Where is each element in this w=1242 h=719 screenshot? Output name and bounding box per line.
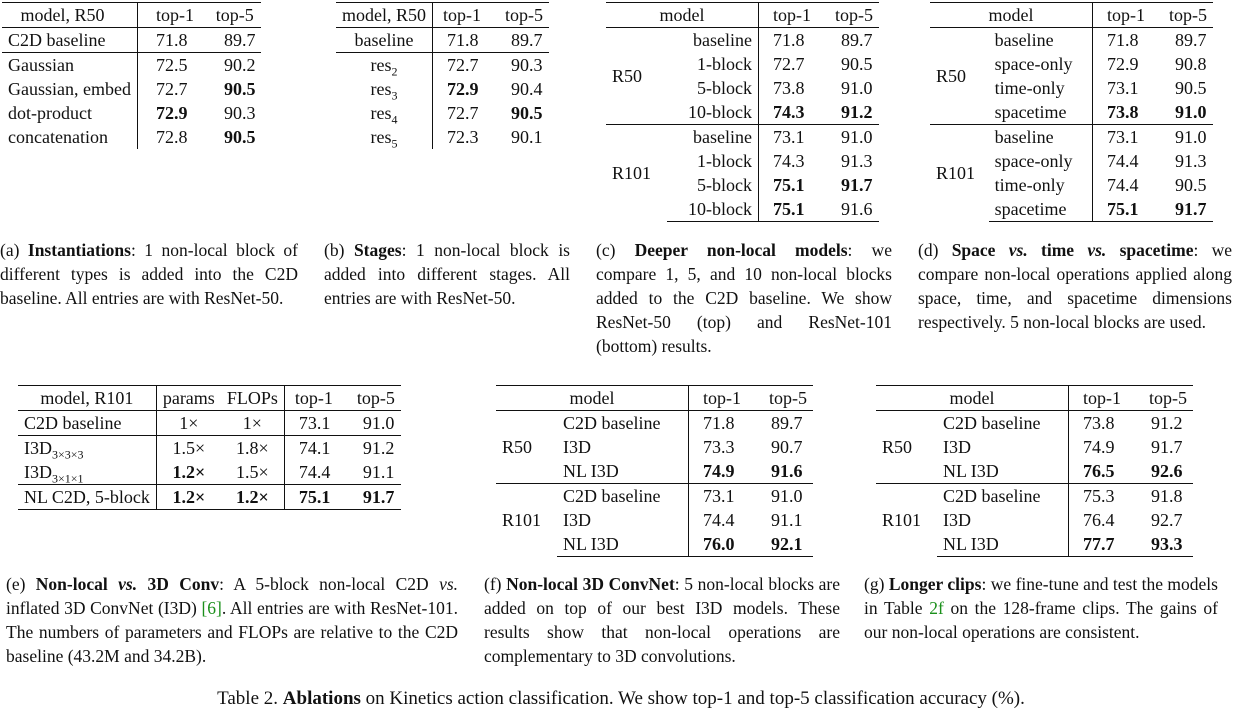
- cell: 91.2: [362, 438, 395, 458]
- cell: 1.2×: [156, 485, 220, 510]
- cell: 71.8: [1093, 28, 1152, 53]
- cell: 89.7: [841, 30, 873, 50]
- table-row: [336, 77, 549, 101]
- col-header: FLOPs: [221, 386, 285, 411]
- table-row: [336, 53, 549, 78]
- cell: 75.1: [1093, 197, 1152, 222]
- cell: 91.2: [1151, 413, 1183, 433]
- cell: C2D baseline: [557, 484, 689, 509]
- cell: 91.3: [841, 151, 873, 171]
- cell: C2D baseline: [937, 484, 1069, 509]
- cell: 93.3: [1127, 532, 1193, 557]
- cell: C2D baseline: [18, 411, 156, 436]
- cell: spacetime: [994, 102, 1067, 122]
- cell: 90.7: [771, 437, 803, 457]
- col-header: model: [606, 3, 759, 28]
- cell: I3D: [942, 510, 971, 530]
- cell: baseline: [336, 28, 433, 53]
- cell: 90.3: [511, 55, 543, 75]
- cell: 1.2×: [156, 460, 220, 485]
- table-row: [18, 411, 401, 436]
- cell: 91.7: [1151, 197, 1213, 222]
- cell: I3D: [562, 510, 591, 530]
- cell: $I3D_{3\times 3\times 3}$: [24, 438, 84, 462]
- cell: spacetime: [989, 197, 1093, 222]
- cell: 91.0: [747, 484, 813, 509]
- cell: 72.9: [137, 101, 200, 125]
- cell: 91.8: [1127, 484, 1193, 509]
- cell: 91.0: [1151, 125, 1213, 150]
- cell: 90.5: [511, 103, 543, 123]
- cell: 73.1: [1093, 125, 1152, 150]
- table-g: [876, 385, 1193, 557]
- cell: 89.7: [487, 28, 549, 53]
- cell: 73.8: [759, 76, 818, 100]
- cell: 74.3: [759, 100, 818, 125]
- col-header: top-5: [1151, 3, 1213, 28]
- table-row: [876, 484, 1193, 509]
- cell: 89.7: [1175, 30, 1207, 50]
- cell: 5-block: [697, 78, 752, 98]
- table-row: [336, 125, 549, 149]
- cell: 72.7: [433, 101, 488, 125]
- col-header: model, R101: [18, 386, 156, 411]
- cell: C2D baseline: [2, 28, 137, 53]
- table-b: [336, 2, 549, 149]
- cell: 74.4: [1093, 173, 1152, 197]
- table-row: [18, 485, 401, 510]
- cell: 1.5×: [156, 436, 220, 461]
- cell: $I3D_{3\times 1\times 1}$: [18, 460, 156, 485]
- cell: NL I3D: [557, 532, 689, 557]
- cell: 10-block: [667, 197, 758, 222]
- cell: 90.5: [841, 54, 873, 74]
- cell: 1.8×: [236, 438, 269, 458]
- group-label: R101: [606, 125, 667, 222]
- table-row: [496, 411, 813, 436]
- table-d: [930, 2, 1213, 222]
- table-row: [2, 125, 261, 149]
- cell: 5-block: [697, 175, 752, 195]
- cell: res$_5$: [370, 127, 398, 151]
- col-header: top-5: [817, 3, 879, 28]
- cell: 73.3: [689, 435, 748, 459]
- cell: NL I3D: [562, 461, 619, 481]
- cell: 90.5: [223, 79, 256, 99]
- table-row: [930, 125, 1213, 150]
- table-row: [2, 53, 261, 78]
- table-row: [18, 460, 401, 485]
- cell: time-only: [994, 175, 1065, 195]
- group-label: R50: [882, 437, 913, 457]
- cell: 90.5: [1175, 78, 1207, 98]
- caption-a: (a) Instantiations: 1 non-local block of different types is added into the C2D baseline. All entries are with ResNet-50.: [0, 240, 298, 308]
- caption-d: (d) Space vs. time vs. spacetime: we compare non-local operations applied along space, time, and spacetime dimensions respectively. 5 non-local blocks are used.: [918, 240, 1233, 332]
- group-label: R50: [502, 437, 533, 457]
- table-a: [2, 2, 261, 149]
- cell: 76.5: [1069, 459, 1128, 484]
- table-row: [2, 77, 261, 101]
- cell: C2D baseline: [562, 413, 661, 433]
- cell: 91.1: [771, 510, 803, 530]
- cell: 1-block: [697, 54, 752, 74]
- cell: 90.5: [223, 127, 256, 147]
- cell: 1-block: [697, 151, 752, 171]
- cell: 91.0: [1175, 102, 1207, 122]
- col-header: top-5: [487, 3, 549, 28]
- cell: 75.3: [1069, 484, 1128, 509]
- cell: 72.9: [1093, 52, 1152, 76]
- cell: 74.1: [284, 436, 339, 461]
- col-header: top-1: [137, 3, 200, 28]
- cell: 91.0: [339, 411, 401, 436]
- cell: I3D: [942, 437, 971, 457]
- cell: 72.7: [759, 52, 818, 76]
- col-header: top-1: [1069, 386, 1128, 411]
- main-caption: Table 2. Ablations on Kinetics action classification. We show top-1 and top-5 classification accuracy (%).: [217, 688, 1025, 709]
- cell: 76.4: [1069, 508, 1128, 532]
- cell: 91.7: [1151, 437, 1183, 457]
- cell: 90.1: [511, 127, 543, 147]
- caption-c: (c) Deeper non-local models: we compare 1, 5, and 10 non-local blocks added to the C2D baseline. We show ResNet-50 (top) and ResNet-101 (bottom) results.: [596, 240, 892, 356]
- cell: 74.9: [1069, 435, 1128, 459]
- cell: 75.1: [284, 485, 339, 510]
- table-row: [18, 436, 401, 461]
- cell: 10-block: [688, 102, 752, 122]
- table-row: [876, 411, 1193, 436]
- col-header: top-1: [284, 386, 339, 411]
- cell: 72.5: [137, 53, 200, 78]
- cell: 72.7: [433, 53, 488, 78]
- col-header: top-5: [1127, 386, 1193, 411]
- cell: res$_3$: [370, 79, 398, 103]
- cell: 91.6: [771, 461, 803, 481]
- caption-f: (f) Non-local 3D ConvNet: 5 non-local blocks are added on top of our best I3D models. These results show that non-local operations are complementary to 3D convolutions.: [484, 574, 840, 666]
- cell: baseline: [667, 125, 758, 150]
- col-header: top-5: [200, 3, 262, 28]
- table-row: [496, 484, 813, 509]
- cell: 76.0: [689, 532, 748, 557]
- cell: NL I3D: [942, 461, 999, 481]
- cell: baseline: [994, 30, 1054, 50]
- caption-b: (b) Stages: 1 non-local block is added into different stages. All entries are with ResNet-50.: [324, 240, 570, 308]
- table-row: [2, 101, 261, 125]
- cell: 71.8: [759, 28, 818, 53]
- cell: 89.7: [771, 413, 803, 433]
- cell: 91.7: [339, 485, 401, 510]
- col-header: model: [496, 386, 689, 411]
- cell: space-only: [994, 54, 1073, 74]
- cell: 91.7: [841, 175, 873, 195]
- cell: 91.0: [841, 78, 873, 98]
- cell: 71.8: [689, 411, 748, 436]
- table-f: [496, 385, 813, 557]
- cell: 73.1: [759, 125, 818, 150]
- cell: C2D baseline: [942, 413, 1041, 433]
- col-header: model, R50: [2, 3, 137, 28]
- cell: 71.8: [433, 28, 488, 53]
- cell: 77.7: [1069, 532, 1128, 557]
- group-label: R101: [496, 484, 557, 557]
- col-header: model, R50: [336, 3, 433, 28]
- cell: 72.7: [137, 77, 200, 101]
- col-header: top-5: [339, 386, 401, 411]
- cell: 1.5×: [221, 460, 285, 485]
- caption-e: (e) Non-local vs. 3D Conv: A 5-block non-local C2D vs. inflated 3D ConvNet (I3D) [6]. All entries are with ResNet-101. The numbers of parameters and FLOPs are relative to the C2D baseline (43.2M and 34.2B).: [6, 574, 459, 666]
- cell: 74.9: [689, 459, 748, 484]
- cell: 73.1: [689, 484, 748, 509]
- col-header: top-5: [747, 386, 813, 411]
- col-header: top-1: [433, 3, 488, 28]
- cell: 91.6: [817, 197, 879, 222]
- cell: 74.4: [689, 508, 748, 532]
- group-label: R50: [936, 66, 967, 86]
- cell: 73.1: [284, 411, 339, 436]
- cell: res$_2$: [370, 55, 398, 79]
- cell: 74.4: [284, 460, 339, 485]
- cell: baseline: [693, 30, 752, 50]
- cell: 1×: [156, 411, 220, 436]
- cell: 91.3: [1175, 151, 1207, 171]
- group-label: R101: [930, 125, 989, 222]
- table-c: [606, 2, 879, 222]
- table-row: [336, 28, 549, 53]
- cell: time-only: [994, 78, 1065, 98]
- cell: Gaussian, embed: [8, 79, 131, 99]
- cell: NL C2D, 5-block: [18, 485, 156, 510]
- table-row: [930, 28, 1213, 53]
- cell: 72.8: [137, 125, 200, 149]
- cell: 90.8: [1175, 54, 1207, 74]
- cell: I3D: [562, 437, 591, 457]
- caption-g: (g) Longer clips: we fine-tune and test the models in Table 2f on the 128-frame clips. The gains of our non-local operations are consistent.: [864, 574, 1218, 642]
- col-header: top-1: [689, 386, 748, 411]
- cell: NL I3D: [937, 532, 1069, 557]
- cell: 92.1: [747, 532, 813, 557]
- cell: 91.1: [339, 460, 401, 485]
- col-header: params: [156, 386, 220, 411]
- cell: 73.8: [1069, 411, 1128, 436]
- cell: 92.7: [1151, 510, 1183, 530]
- cell: 74.3: [759, 149, 818, 173]
- cell: 75.1: [759, 173, 818, 197]
- cell: 91.0: [817, 125, 879, 150]
- table-row: [606, 28, 879, 53]
- cell: baseline: [989, 125, 1093, 150]
- cell: concatenation: [8, 127, 108, 147]
- cell: 91.2: [841, 102, 873, 122]
- cell: 71.8: [137, 28, 200, 53]
- cell: res$_4$: [370, 103, 398, 127]
- col-header: model: [930, 3, 1093, 28]
- cell: 90.3: [223, 103, 256, 123]
- col-header: top-1: [759, 3, 818, 28]
- cell: 90.4: [511, 79, 543, 99]
- cell: 89.7: [200, 28, 262, 53]
- cell: 73.8: [1093, 100, 1152, 125]
- col-header: top-1: [1093, 3, 1152, 28]
- table-row: [2, 28, 261, 53]
- col-header: model: [876, 386, 1069, 411]
- cell: dot-product: [8, 103, 92, 123]
- cell: space-only: [994, 151, 1073, 171]
- table-row: [336, 101, 549, 125]
- group-label: R101: [876, 484, 937, 557]
- cell: 73.1: [1093, 76, 1152, 100]
- cell: 1×: [221, 411, 285, 436]
- cell: 74.4: [1093, 149, 1152, 173]
- cell: Gaussian: [8, 55, 74, 75]
- table-row: [606, 125, 879, 150]
- group-label: R50: [612, 66, 643, 86]
- cell: 90.5: [1175, 175, 1207, 195]
- cell: 90.2: [223, 55, 256, 75]
- cell: 1.2×: [221, 485, 285, 510]
- cell: 75.1: [759, 197, 818, 222]
- cell: 72.3: [433, 125, 488, 149]
- table-e: [18, 385, 401, 510]
- cell: 72.9: [433, 77, 488, 101]
- cell: 92.6: [1151, 461, 1183, 481]
